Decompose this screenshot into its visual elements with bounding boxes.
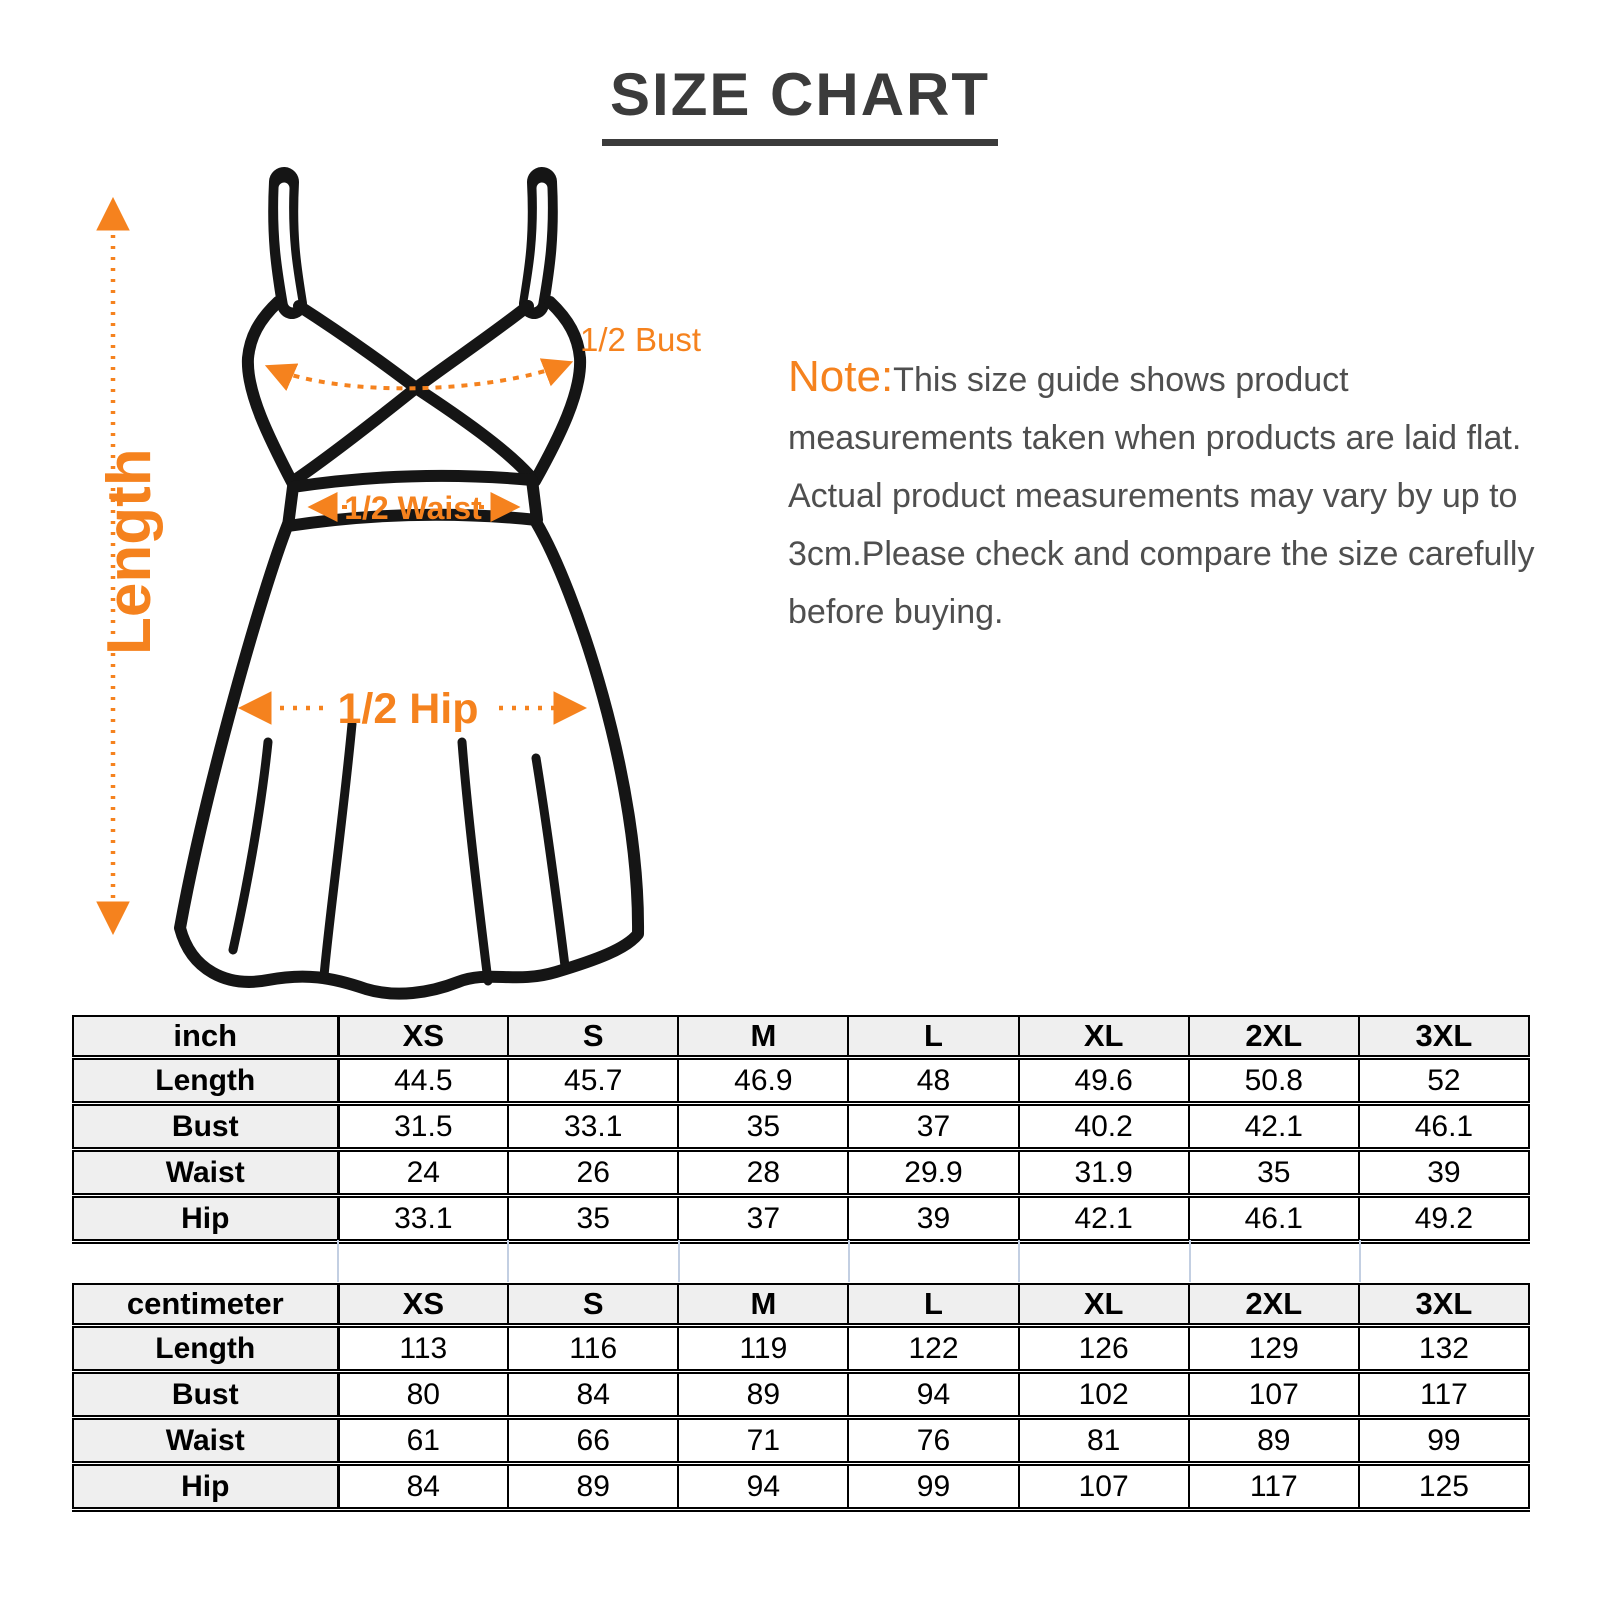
measurement-value-cell: 99 (848, 1464, 1018, 1510)
measurement-value-cell: 99 (1359, 1418, 1529, 1464)
measurement-value-cell: 35 (678, 1104, 848, 1150)
note-text: This size guide shows product measurements taken when products are laid flat. Actual product measurements may vary by up to 3cm.Please check and compare the size carefully before buying. (788, 361, 1535, 631)
measurement-value-cell: 48 (848, 1058, 1018, 1104)
measurement-value-cell: 44.5 (338, 1058, 508, 1104)
column-guide-line (337, 1240, 339, 1282)
measurement-value-cell: 50.8 (1189, 1058, 1359, 1104)
size-header-cell: XL (1019, 1284, 1189, 1326)
size-header-cell: M (678, 1284, 848, 1326)
measurement-value-cell: 42.1 (1189, 1104, 1359, 1150)
column-guide-line (1189, 1240, 1191, 1282)
measurement-value-cell: 33.1 (338, 1196, 508, 1242)
measurement-value-cell: 122 (848, 1326, 1018, 1372)
measurement-value-cell: 39 (1359, 1150, 1529, 1196)
measurement-value-cell: 49.6 (1019, 1058, 1189, 1104)
measurement-value-cell: 84 (508, 1372, 678, 1418)
column-guide-line (1018, 1240, 1020, 1282)
measurement-value-cell: 119 (678, 1326, 848, 1372)
length-label: Length (95, 448, 164, 655)
measurement-labels (95, 321, 701, 733)
column-guide-line (678, 1240, 680, 1282)
column-guide-line (507, 1240, 509, 1282)
size-header-cell: L (848, 1284, 1018, 1326)
size-header-cell: 3XL (1359, 1016, 1529, 1058)
skirt-pleat (462, 742, 488, 981)
dress-diagram (0, 0, 800, 1010)
measurement-value-cell: 80 (338, 1372, 508, 1418)
measurement-value-cell: 94 (678, 1464, 848, 1510)
measurement-value-cell: 45.7 (508, 1058, 678, 1104)
measurement-value-cell: 35 (1189, 1150, 1359, 1196)
size-header-cell: XS (338, 1284, 508, 1326)
measurement-label-cell: Hip (73, 1464, 338, 1510)
measurement-value-cell: 125 (1359, 1464, 1529, 1510)
size-header-cell: M (678, 1016, 848, 1058)
measurement-value-cell: 31.9 (1019, 1150, 1189, 1196)
measurement-label-cell: Hip (73, 1196, 338, 1242)
size-header-cell: XS (338, 1016, 508, 1058)
bust-label: 1/2 Bust (580, 321, 702, 358)
measurement-value-cell: 39 (848, 1196, 1018, 1242)
measurement-value-cell: 113 (338, 1326, 508, 1372)
table-row (73, 1150, 1529, 1196)
measurement-label-cell: Length (73, 1058, 338, 1104)
measurement-value-cell: 94 (848, 1372, 1018, 1418)
measurement-value-cell: 37 (678, 1196, 848, 1242)
table-gap (72, 1240, 1530, 1282)
measurement-value-cell: 89 (678, 1372, 848, 1418)
measurement-value-cell: 33.1 (508, 1104, 678, 1150)
measurement-label-cell: Waist (73, 1418, 338, 1464)
measurement-value-cell: 76 (848, 1418, 1018, 1464)
size-header-cell: S (508, 1016, 678, 1058)
unit-header-cell: inch (73, 1016, 338, 1058)
measurement-value-cell: 66 (508, 1418, 678, 1464)
measurement-value-cell: 29.9 (848, 1150, 1018, 1196)
measurement-value-cell: 24 (338, 1150, 508, 1196)
measurement-value-cell: 40.2 (1019, 1104, 1189, 1150)
measurement-value-cell: 81 (1019, 1418, 1189, 1464)
measurement-label-cell: Bust (73, 1104, 338, 1150)
size-header-cell: S (508, 1284, 678, 1326)
measurement-value-cell: 61 (338, 1418, 508, 1464)
measurement-value-cell: 107 (1019, 1464, 1189, 1510)
measurement-value-cell: 107 (1189, 1372, 1359, 1418)
measurement-value-cell: 26 (508, 1150, 678, 1196)
unit-header-cell: centimeter (73, 1284, 338, 1326)
measurement-value-cell: 28 (678, 1150, 848, 1196)
measurement-label-cell: Bust (73, 1372, 338, 1418)
measurement-value-cell: 31.5 (338, 1104, 508, 1150)
bodice-left-side (248, 302, 293, 484)
measurement-value-cell: 37 (848, 1104, 1018, 1150)
size-header-cell: XL (1019, 1016, 1189, 1058)
measurement-value-cell: 89 (508, 1464, 678, 1510)
measurement-value-cell: 71 (678, 1418, 848, 1464)
table-row (73, 1104, 1529, 1150)
table-row (73, 1058, 1529, 1104)
size-header-cell: L (848, 1016, 1018, 1058)
table-row (73, 1372, 1529, 1418)
size-header-cell: 3XL (1359, 1284, 1529, 1326)
skirt-pleat (324, 724, 352, 976)
measurement-label-cell: Length (73, 1326, 338, 1372)
size-table-inch (72, 1015, 1530, 1244)
size-header-cell: 2XL (1189, 1284, 1359, 1326)
measurement-value-cell: 52 (1359, 1058, 1529, 1104)
table-row (73, 1418, 1529, 1464)
bodice-right-side (535, 302, 580, 481)
column-guide-line (848, 1240, 850, 1282)
dress-outline (180, 182, 638, 994)
column-guide-line (1359, 1240, 1361, 1282)
measurement-value-cell: 129 (1189, 1326, 1359, 1372)
page-title: SIZE CHART (602, 60, 998, 146)
skirt-outline (180, 522, 638, 994)
measurement-value-cell: 46.1 (1189, 1196, 1359, 1242)
measurement-value-cell: 102 (1019, 1372, 1189, 1418)
measurement-value-cell: 35 (508, 1196, 678, 1242)
measurement-value-cell: 132 (1359, 1326, 1529, 1372)
measurement-value-cell: 117 (1189, 1464, 1359, 1510)
size-header-cell: 2XL (1189, 1016, 1359, 1058)
skirt-pleat (536, 758, 565, 966)
measurement-value-cell: 46.9 (678, 1058, 848, 1104)
measurement-value-cell: 49.2 (1359, 1196, 1529, 1242)
measurement-value-cell: 84 (338, 1464, 508, 1510)
size-table-centimeter (72, 1283, 1530, 1512)
table-row (73, 1196, 1529, 1242)
waist-label: 1/2 Waist (344, 490, 482, 526)
measurement-value-cell: 116 (508, 1326, 678, 1372)
measurement-value-cell: 46.1 (1359, 1104, 1529, 1150)
measurement-value-cell: 117 (1359, 1372, 1529, 1418)
note-paragraph (788, 348, 1540, 641)
measurement-value-cell: 42.1 (1019, 1196, 1189, 1242)
note-label: Note: (788, 352, 894, 401)
hip-label: 1/2 Hip (337, 685, 479, 733)
measurement-value-cell: 89 (1189, 1418, 1359, 1464)
skirt-pleat (233, 742, 268, 950)
table-row (73, 1326, 1529, 1372)
measurement-value-cell: 126 (1019, 1326, 1189, 1372)
measurement-label-cell: Waist (73, 1150, 338, 1196)
table-row (73, 1464, 1529, 1510)
